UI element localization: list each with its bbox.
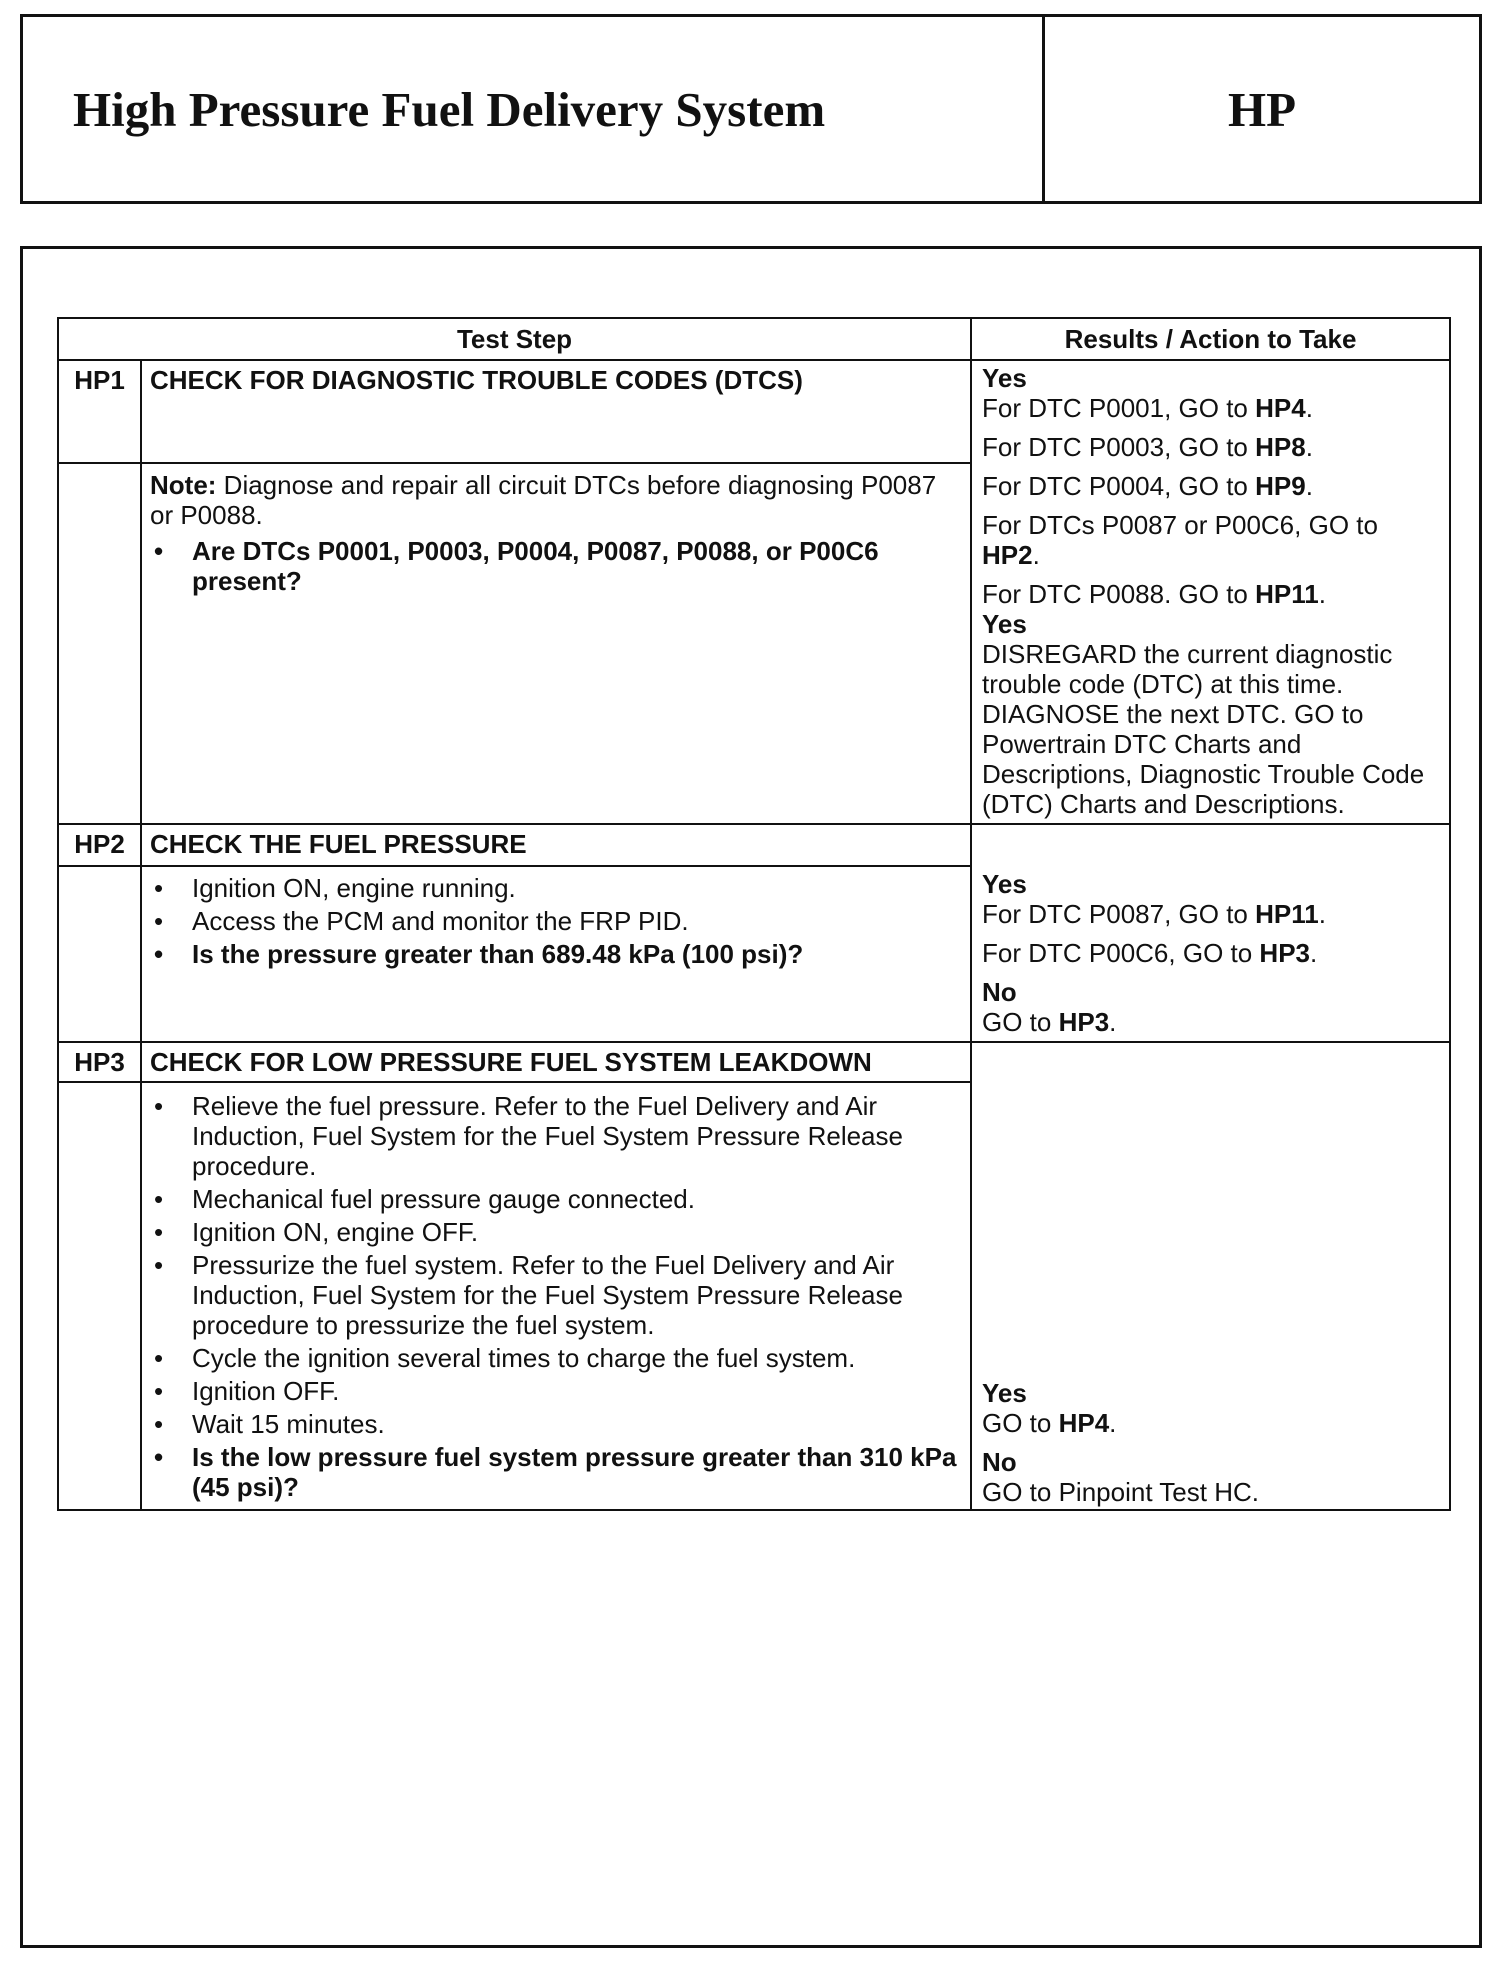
- list-item: • Cycle the ignition several times to charge the fuel system.: [150, 1343, 962, 1373]
- col-header-results: Results / Action to Take: [971, 318, 1450, 360]
- step-body-hp1: [141, 463, 971, 824]
- step-title-hp3: CHECK FOR LOW PRESSURE FUEL SYSTEM LEAKDOWN: [141, 1042, 971, 1082]
- step-question: • Is the low pressure fuel system pressure greater than 310 kPa (45 psi)?: [150, 1442, 962, 1502]
- list-item: • Access the PCM and monitor the FRP PID.: [150, 906, 962, 936]
- step-id-hp1: HP1: [58, 360, 141, 463]
- pinpoint-test-table: [57, 317, 1451, 1511]
- step-list: [150, 873, 962, 969]
- step-id-hp2: HP2: [58, 824, 141, 866]
- step-body-hp2: [141, 866, 971, 1042]
- note: Note: Diagnose and repair all circuit DTCs before diagnosing P0087 or P0088.: [150, 469, 937, 530]
- step-question: • Is the pressure greater than 689.48 kPa (100 psi)?: [150, 939, 962, 969]
- step-id-hp3: HP3: [58, 1042, 141, 1082]
- yes-label: Yes: [982, 609, 1027, 639]
- no-label: No: [982, 1447, 1017, 1477]
- results-hp2: [971, 824, 1450, 1042]
- yes-label: Yes: [982, 1378, 1027, 1408]
- yes-label: Yes: [982, 869, 1027, 899]
- result-line: GO to HP4.: [982, 1408, 1117, 1438]
- yes-label: Yes: [982, 363, 1027, 393]
- result-line: For DTC P0003, GO to HP8.: [982, 432, 1313, 462]
- step-question: • Are DTCs P0001, P0003, P0004, P0087, P0088, or P00C6 present?: [150, 536, 962, 596]
- step-title-hp1: CHECK FOR DIAGNOSTIC TROUBLE CODES (DTCS): [141, 360, 971, 463]
- step-title-hp2: CHECK THE FUEL PRESSURE: [141, 824, 971, 866]
- table-row: [58, 360, 1450, 463]
- header-box: [20, 14, 1482, 204]
- list-item: • Wait 15 minutes.: [150, 1409, 962, 1439]
- step-list: [150, 536, 962, 596]
- col-header-test-step: Test Step: [58, 318, 971, 360]
- list-item: • Mechanical fuel pressure gauge connected.: [150, 1184, 962, 1214]
- list-item: • Ignition OFF.: [150, 1376, 962, 1406]
- result-line: For DTC P0088. GO to HP11.: [982, 579, 1326, 609]
- step-list: [150, 1091, 962, 1502]
- list-item: • Ignition ON, engine running.: [150, 873, 962, 903]
- result-line: For DTC P0001, GO to HP4.: [982, 393, 1313, 423]
- table-row: [58, 1042, 1450, 1082]
- step-body-hp3: [141, 1082, 971, 1510]
- page-title: High Pressure Fuel Delivery System: [23, 17, 1045, 201]
- result-line: For DTC P00C6, GO to HP3.: [982, 938, 1318, 968]
- results-hp3: [971, 1042, 1450, 1510]
- no-label: No: [982, 977, 1017, 1007]
- list-item: • Relieve the fuel pressure. Refer to the Fuel Delivery and Air Induction, Fuel System for the Fuel System Pressure Release procedure.: [150, 1091, 962, 1181]
- pinpoint-test-box: [20, 246, 1482, 1948]
- table-header-row: [58, 318, 1450, 360]
- results-hp1: [971, 360, 1450, 824]
- list-item: • Ignition ON, engine OFF.: [150, 1217, 962, 1247]
- result-line: GO to HP3.: [982, 1007, 1117, 1037]
- table-row: [58, 824, 1450, 866]
- result-line: For DTCs P0087 or P00C6, GO to HP2.: [982, 510, 1378, 570]
- result-line: DISREGARD the current diagnostic trouble code (DTC) at this time. DIAGNOSE the next DTC. GO to Powertrain DTC Charts and Descriptions, Diagnostic Trouble Code (DTC) Charts and Descriptions.: [982, 639, 1425, 819]
- result-line: GO to Pinpoint Test HC.: [982, 1477, 1259, 1507]
- section-code: HP: [1227, 81, 1297, 137]
- list-item: • Pressurize the fuel system. Refer to the Fuel Delivery and Air Induction, Fuel System for the Fuel System Pressure Release procedure to pressurize the fuel system.: [150, 1250, 962, 1340]
- result-line: For DTC P0004, GO to HP9.: [982, 471, 1313, 501]
- result-line: For DTC P0087, GO to HP11.: [982, 899, 1326, 929]
